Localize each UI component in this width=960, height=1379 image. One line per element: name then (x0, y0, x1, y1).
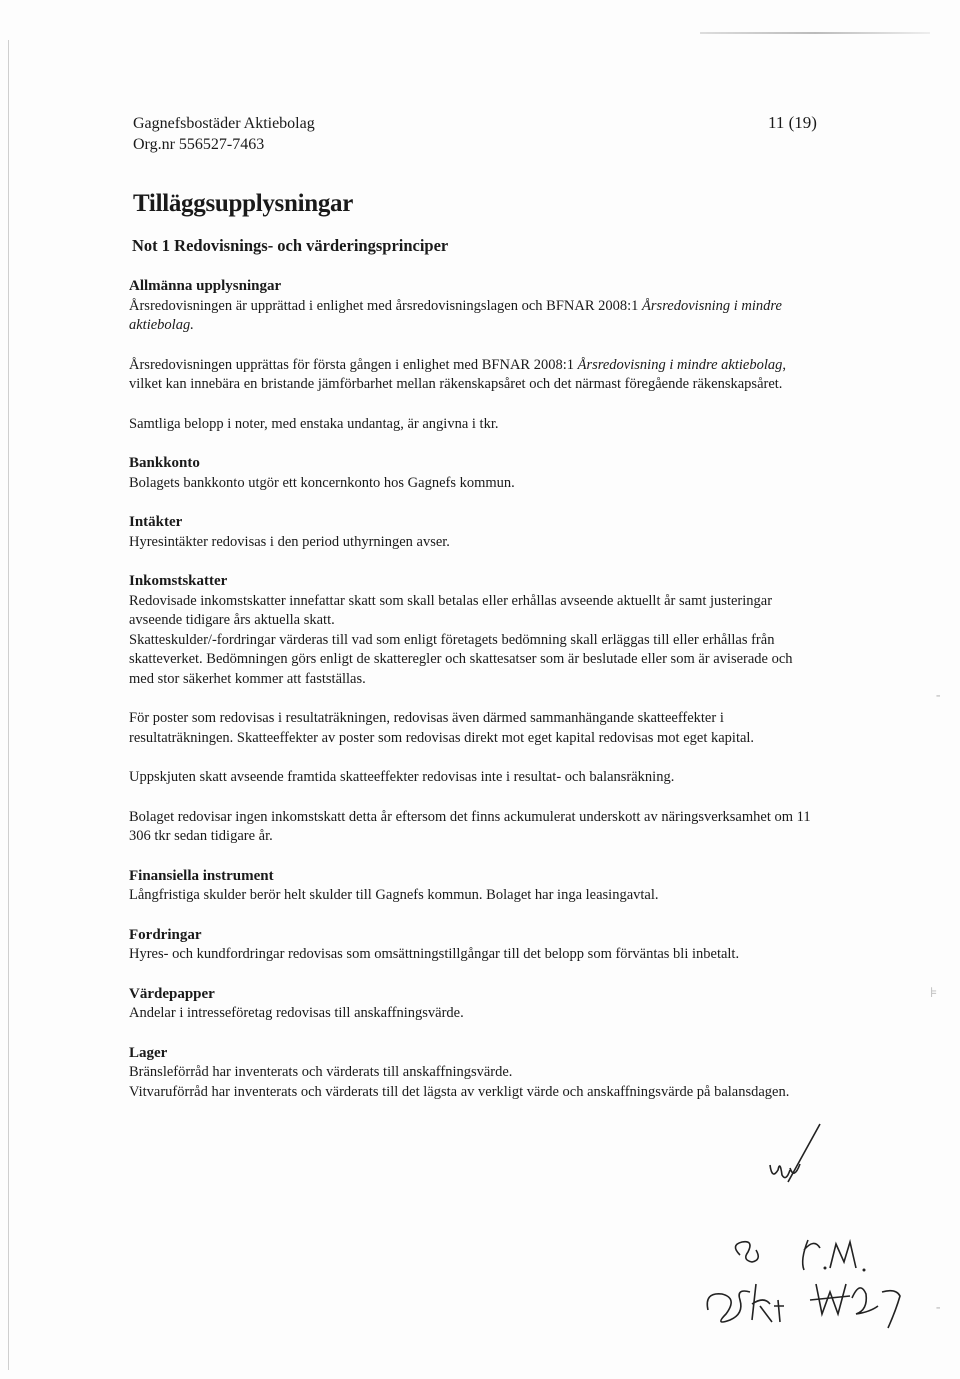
paragraph: Vitvaruförråd har inventerats och värderats till det lägsta av verkligt värde och anskaffningsvärde på balansdagen. (129, 1083, 790, 1100)
page-title: Tilläggsupplysningar (133, 190, 354, 217)
company-name: Gagnefsbostäder Aktiebolag (133, 115, 315, 132)
handwritten-signature (700, 1270, 920, 1340)
paragraph: Redovisade inkomstskatter innefattar skatt som skall betalas eller erhållas avseende aktuellt år samt justeringar avseende tidigare års aktuella skatt. (129, 592, 773, 628)
text-span: Årsredovisningen upprättas för första gången i enlighet med BFNAR 2008:1 (129, 356, 578, 373)
paragraph: Uppskjuten skatt avseende framtida skatteeffekter redovisas inte i resultat- och balansräkning. (129, 769, 675, 785)
page-number: 11 (19) (768, 113, 817, 132)
document-header (133, 113, 315, 155)
document-body (129, 190, 819, 1122)
margin-mark: - (934, 688, 943, 704)
section-title: Inkomstskatter (129, 573, 228, 589)
section-title: Lager (129, 1044, 168, 1061)
section-tax (129, 572, 819, 847)
section-receivables (129, 926, 819, 965)
paragraph (129, 297, 819, 336)
handwritten-initials-1 (760, 1120, 830, 1190)
section-title: Bankkonto (129, 455, 200, 471)
section-title: Finansiella instrument (129, 867, 274, 884)
page-edge-line (8, 40, 9, 1370)
org-number: Org.nr 556527-7463 (133, 136, 265, 153)
paragraph: Hyres- och kundfordringar redovisas som omsättningstillgångar till det belopp som förväntas bli inbetalt. (129, 946, 740, 962)
section-title: Intäkter (129, 514, 183, 530)
section-general (129, 277, 819, 434)
paragraph: Hyresintäkter redovisas i den period uthyrningen avser. (129, 533, 450, 550)
section-inventory (129, 1044, 819, 1103)
margin-mark: ⊧ (930, 985, 938, 1001)
note-title: Not 1 Redovisnings- och värderingsprinciper (132, 235, 449, 255)
section-securities (129, 985, 819, 1024)
paragraph: Bolaget redovisar ingen inkomstskatt detta år eftersom det finns ackumulerat underskott av näringsverksamhet om 11 306 tkr sedan tidigare år. (129, 808, 811, 844)
section-title: Allmänna upplysningar (129, 278, 282, 294)
paragraph: Skatteskulder/-fordringar värderas till vad som enligt företagets bedömning skall erläggas till eller erhållas från skatteverket. Bedömningen görs enligt de skatteregler och skattesatser som är beslutade eller som är aviserade och med stor säkerhet kommer att fastställas. (129, 631, 793, 687)
text-span: , vilket kan innebära en bristande jämförbarhet mellan räkenskapsåret och det närmast föregående räkenskapsåret. (129, 356, 786, 392)
section-title: Fordringar (129, 926, 202, 943)
margin-mark: - (934, 1300, 943, 1316)
paragraph: Bolagets bankkonto utgör ett koncernkonto hos Gagnefs kommun. (129, 474, 515, 491)
section-title: Värdepapper (129, 985, 215, 1002)
paragraph: Samtliga belopp i noter, med enstaka undantag, är angivna i tkr. (129, 415, 499, 432)
section-income (129, 513, 819, 552)
paragraph (129, 356, 819, 395)
italic-span: Årsredovisning i mindre aktiebolag. (129, 297, 782, 333)
paragraph: Andelar i intresseföretag redovisas till anskaffningsvärde. (129, 1005, 464, 1021)
italic-span: Årsredovisning i mindre aktiebolag (577, 356, 783, 373)
scan-top-rule (700, 32, 930, 34)
text-span: Årsredovisningen är upprättad i enlighet med årsredovisningslagen och BFNAR 2008:1 (129, 297, 643, 314)
section-financial-instruments (129, 867, 819, 906)
paragraph: Bränsleförråd har inventerats och värderats till anskaffningsvärde. (129, 1064, 513, 1080)
paragraph: Långfristiga skulder berör helt skulder till Gagnefs kommun. Bolaget har inga leasingavtal. (129, 887, 659, 903)
section-bank (129, 454, 819, 493)
paragraph: För poster som redovisas i resultaträkningen, redovisas även därmed sammanhängande skatteeffekter i resultaträkningen. Skatteeffekter av poster som redovisas direkt mot eget kapital redovisas mot eget kapital. (129, 710, 755, 746)
